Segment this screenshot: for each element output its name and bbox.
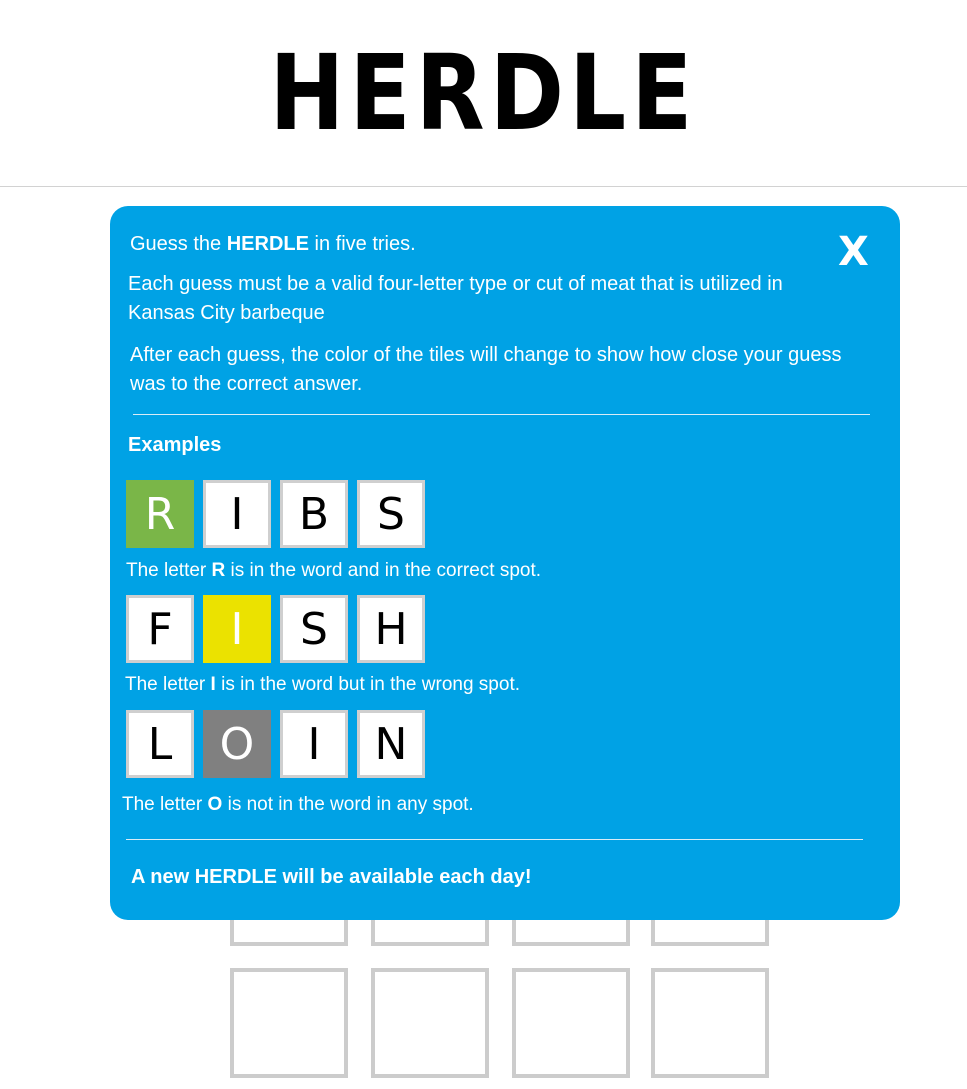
example-tile: F bbox=[126, 595, 194, 663]
intro-suffix: in five tries. bbox=[308, 233, 416, 255]
examples-heading: Examples bbox=[128, 434, 222, 456]
caption-prefix: The letter bbox=[125, 674, 211, 695]
board-cell bbox=[651, 968, 769, 1078]
caption-letter: I bbox=[210, 674, 216, 695]
example-tile: N bbox=[357, 710, 425, 778]
example-tile: H bbox=[357, 595, 425, 663]
board-cell bbox=[371, 968, 489, 1078]
caption-suffix: is not in the word in any spot. bbox=[222, 794, 474, 815]
section-divider bbox=[126, 839, 863, 840]
how-to-play-modal bbox=[110, 206, 900, 920]
example-tile: B bbox=[280, 480, 348, 548]
section-divider bbox=[133, 414, 870, 415]
example-tile: I bbox=[203, 480, 271, 548]
caption-suffix: is in the word and in the correct spot. bbox=[225, 560, 542, 581]
close-button[interactable]: X bbox=[838, 229, 869, 275]
board-cell bbox=[512, 968, 630, 1078]
example-row bbox=[126, 480, 425, 548]
example-row bbox=[126, 710, 425, 778]
caption-prefix: The letter bbox=[126, 560, 212, 581]
example-tile: R bbox=[126, 480, 194, 548]
example-tile: O bbox=[203, 710, 271, 778]
caption-prefix: The letter bbox=[122, 794, 208, 815]
example-row bbox=[126, 595, 425, 663]
caption-letter: O bbox=[207, 794, 223, 815]
caption-suffix: is in the word but in the wrong spot. bbox=[215, 674, 520, 695]
footer-text: A new HERDLE will be available each day! bbox=[131, 866, 532, 888]
example-caption bbox=[125, 670, 520, 699]
feedback-text: After each guess, the color of the tiles will change to show how close your guess was to the correct answer. bbox=[130, 344, 842, 395]
intro-word: HERDLE bbox=[226, 233, 309, 255]
rule-text: Each guess must be a valid four-letter type or cut of meat that is utilized in Kansas City barbeque bbox=[128, 273, 783, 324]
example-caption bbox=[126, 556, 541, 585]
intro-prefix: Guess the bbox=[130, 233, 227, 255]
game-title: HERDLE bbox=[269, 32, 698, 154]
board-cell bbox=[230, 968, 348, 1078]
caption-letter: R bbox=[211, 560, 226, 581]
example-tile: I bbox=[203, 595, 271, 663]
example-tile: I bbox=[280, 710, 348, 778]
intro-text bbox=[130, 230, 416, 259]
example-tile: L bbox=[126, 710, 194, 778]
example-tile: S bbox=[357, 480, 425, 548]
example-tile: S bbox=[280, 595, 348, 663]
example-caption bbox=[122, 790, 474, 819]
